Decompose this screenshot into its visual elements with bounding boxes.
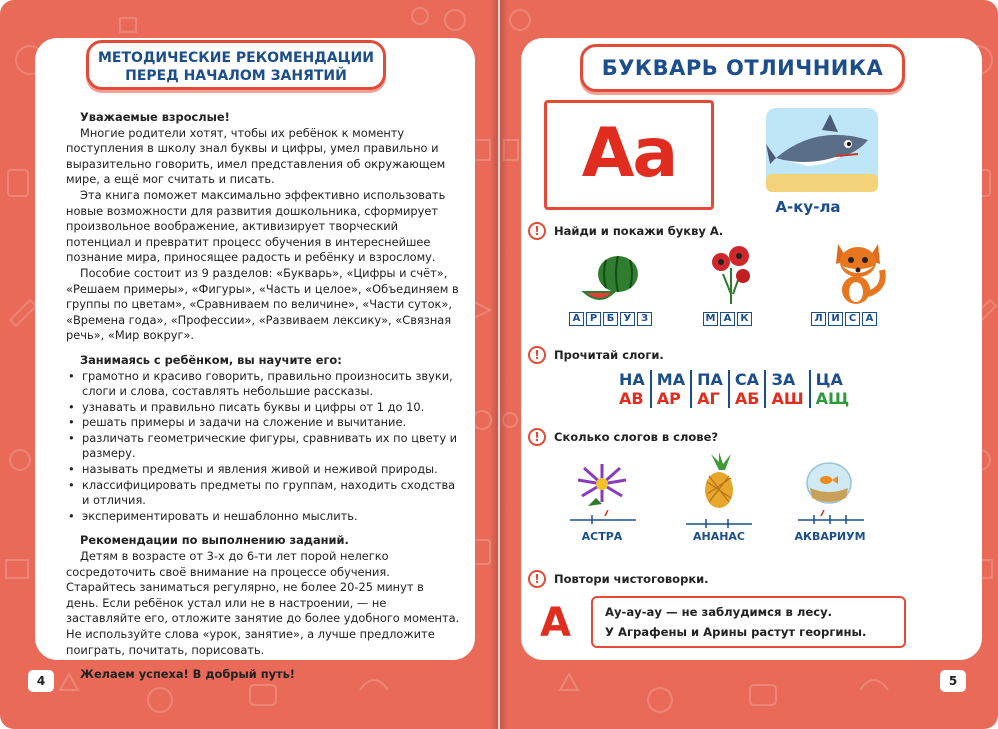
letter-cell: М bbox=[703, 312, 718, 326]
word-cells bbox=[811, 312, 879, 326]
list-item: • узнавать и правильно писать буквы и цифры от 1 до 10. bbox=[68, 399, 425, 414]
syllable-scheme bbox=[796, 510, 866, 524]
list-item: • классифицировать предметы по группам, находить сходства и отличия. bbox=[68, 477, 456, 508]
syllable: АР bbox=[656, 389, 681, 408]
letter-cell: С bbox=[845, 312, 860, 326]
syllable-column bbox=[690, 370, 728, 408]
paragraph-2: Эта книга поможет максимально эффективно использовать новые возможности для развития дошкольника, сформирует произвольное воображение, активизирует творческий потенциал и превратит процесс обучения в интереснейшее познание мира, приносящее радость и ребёнку и взрослому. bbox=[66, 187, 446, 265]
syllable-column bbox=[614, 370, 650, 408]
paragraph-3: Пособие состоит из 9 разделов: «Букварь», «Цифры и счёт», «Решаем примеры», «Фигуры», «Часть и целое», «Объединяем в группы по цветам», «Сравниваем по величине», «Части суток», «Времена года», «Профессии», «Развиваем лексику», «Связная речь», «Мир вокруг». bbox=[66, 265, 459, 343]
pineapple-picture bbox=[696, 452, 742, 510]
task-read-syllables bbox=[528, 346, 664, 364]
section-banner bbox=[86, 40, 386, 90]
tongue-twister-box bbox=[591, 596, 906, 648]
word-cells bbox=[569, 312, 654, 326]
letter-cell: А bbox=[569, 312, 584, 326]
tongue-twister-2: У Аграфены и Арины растут георгины. bbox=[605, 625, 867, 639]
poppy-picture bbox=[703, 238, 759, 308]
syllable-scheme bbox=[684, 516, 754, 530]
skills-heading: Занимаясь с ребёнком, вы научите его: bbox=[80, 352, 342, 367]
syllable: АШ bbox=[771, 389, 804, 408]
task-text: Сколько слогов в слове? bbox=[554, 430, 719, 444]
word-label: АКВАРИУМ bbox=[794, 530, 866, 543]
fox-picture bbox=[828, 234, 888, 308]
syllable: СА bbox=[734, 370, 759, 389]
letter-cell: И bbox=[828, 312, 843, 326]
greeting: Уважаемые взрослые! bbox=[80, 110, 230, 124]
page-number: 5 bbox=[940, 670, 966, 692]
big-letter-card bbox=[544, 100, 714, 210]
left-page bbox=[0, 0, 498, 729]
list-item: • экспериментировать и нешаблонно мыслить. bbox=[68, 508, 358, 523]
exclamation-icon: ! bbox=[528, 428, 546, 446]
syllable: МА bbox=[656, 370, 686, 389]
task-count-syllables bbox=[528, 428, 718, 446]
paragraph-1: Многие родители хотят, чтобы их ребёнок к моменту поступления в школу знал буквы и цифры, умел правильно и выразительно говорить, имел представления об окружающем мире, а ещё мог считать и писать. bbox=[66, 125, 446, 187]
recommendations-text bbox=[66, 110, 460, 683]
task-text: Повтори чистоговорки. bbox=[554, 572, 709, 586]
letter-cell: Р bbox=[586, 312, 601, 326]
banner-line-2: ПЕРЕД НАЧАЛОМ ЗАНЯТИЙ bbox=[125, 68, 347, 84]
watermelon-picture bbox=[580, 252, 650, 308]
tongue-twister-1: Ау-ау-ау — не заблудимся в лесу. bbox=[605, 605, 833, 619]
syllable: АЩ bbox=[815, 389, 850, 408]
letter-cell: А bbox=[720, 312, 735, 326]
letter-cell: З bbox=[637, 312, 652, 326]
letter-cell: К bbox=[737, 312, 752, 326]
exclamation-icon: ! bbox=[528, 570, 546, 588]
syllable-column bbox=[764, 370, 808, 408]
tasks-heading: Рекомендации по выполнению заданий. bbox=[80, 533, 349, 548]
shark-word-text: А-ку-ла bbox=[775, 198, 841, 216]
syllable-column bbox=[650, 370, 690, 408]
list-item: • называть предметы и явления живой и неживой природы. bbox=[68, 462, 438, 477]
task-tongue-twisters bbox=[528, 570, 709, 588]
page-number: 4 bbox=[28, 670, 54, 692]
aster-picture bbox=[574, 462, 630, 508]
letter-cell: Б bbox=[603, 312, 618, 326]
tongue-letter: А bbox=[540, 600, 571, 646]
closing-line: Желаем успеха! В добрый путь! bbox=[80, 667, 295, 682]
paragraph-4: Детям в возрасте от 3-х до 6-ти лет порой нелегко сосредоточить своё внимание на процессе обучения. Старайтесь заниматься регулярно, не более 20-25 минут в день. Если ребёнок устал или не в настроении, — не заставляйте его, отложите занятие до более удобного момента. Не используйте слова «урок, занятие», а лучше предложите поиграть, почитать, порисовать. bbox=[66, 549, 460, 657]
right-page bbox=[500, 0, 998, 729]
aquarium-picture bbox=[804, 458, 854, 504]
task-text: Прочитай слоги. bbox=[554, 348, 664, 362]
list-item: • решать примеры и задачи на сложение и вычитание. bbox=[68, 415, 407, 430]
word-label: АНАНАС bbox=[692, 530, 746, 543]
word-label: АСТРА bbox=[581, 530, 623, 543]
task-text: Найди и покажи букву А. bbox=[554, 224, 724, 238]
shark-word bbox=[758, 198, 858, 216]
syllable: АБ bbox=[734, 389, 760, 408]
syllable-column bbox=[809, 370, 855, 408]
syllable: ЦА bbox=[815, 370, 843, 389]
syllable: ЗА bbox=[771, 370, 796, 389]
syllable-scheme bbox=[568, 510, 638, 524]
syllable: ПА bbox=[697, 370, 723, 389]
section-banner: БУКВАРЬ ОТЛИЧНИКА bbox=[580, 44, 905, 92]
syllable: АВ bbox=[619, 389, 644, 408]
syllable: АГ bbox=[697, 389, 720, 408]
list-item: • грамотно и красиво говорить, правильно произносить звуки, слоги и слова, составлять небольшие рассказы. bbox=[68, 368, 453, 399]
letter-cell: Л bbox=[811, 312, 826, 326]
list-item: • различать геометрические фигуры, сравнивать их по цвету и размеру. bbox=[68, 430, 458, 461]
book-spine bbox=[490, 0, 508, 729]
task-find-letter bbox=[528, 222, 723, 240]
letter-cell: А bbox=[862, 312, 877, 326]
word-cells bbox=[703, 312, 754, 326]
big-letter: Аа bbox=[581, 114, 677, 193]
syllable: НА bbox=[619, 370, 645, 389]
banner-line-1: МЕТОДИЧЕСКИЕ РЕКОМЕНДАЦИИ bbox=[98, 50, 374, 66]
exclamation-icon: ! bbox=[528, 222, 546, 240]
letter-cell: У bbox=[620, 312, 635, 326]
syllable-column bbox=[728, 370, 765, 408]
syllables-grid bbox=[614, 370, 854, 408]
shark-picture bbox=[762, 104, 882, 196]
exclamation-icon: ! bbox=[528, 346, 546, 364]
